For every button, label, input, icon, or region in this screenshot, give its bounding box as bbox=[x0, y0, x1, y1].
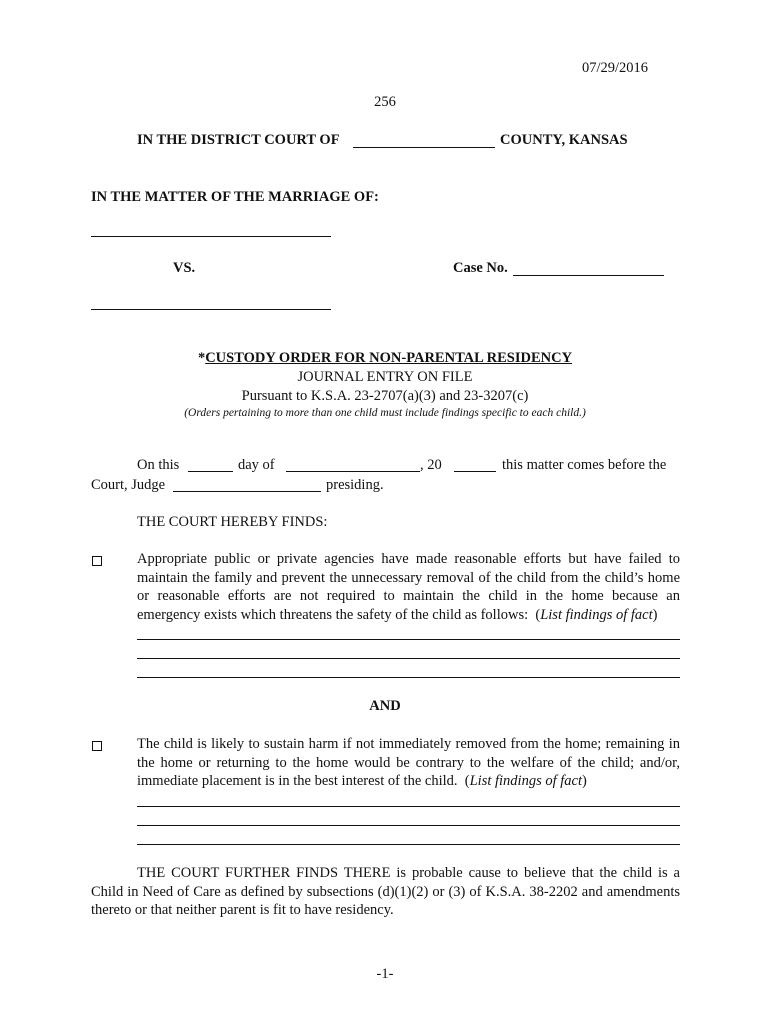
county-blank[interactable] bbox=[353, 147, 495, 148]
intro-comma-20: , 20 bbox=[420, 457, 442, 473]
title-sub-journal: JOURNAL ENTRY ON FILE bbox=[297, 369, 473, 385]
finding-1-fact-line-3[interactable] bbox=[137, 677, 680, 678]
matter-title: IN THE MATTER OF THE MARRIAGE OF: bbox=[91, 189, 379, 205]
case-number-blank[interactable] bbox=[513, 275, 664, 276]
finding-2-fact-line-3[interactable] bbox=[137, 844, 680, 845]
form-date: 07/29/2016 bbox=[582, 60, 649, 76]
year-blank[interactable] bbox=[454, 471, 496, 472]
finding-1-fact-line-1[interactable] bbox=[137, 639, 680, 640]
finding-1-fact-line-2[interactable] bbox=[137, 658, 680, 659]
finding-1-text: Appropriate public or private agencies have made reasonable efforts but have failed to maintain the family and prevent the unnecessary removal of the child from the child’s home or reasonable efforts are not required to maintain the child in the home because an emergency exists which threatens the safety of the child as follows: (List findings of fact) bbox=[137, 551, 680, 623]
respondent-name-blank[interactable] bbox=[91, 309, 331, 310]
petitioner-name-blank[interactable] bbox=[91, 236, 331, 237]
finding-2-fact-line-2[interactable] bbox=[137, 825, 680, 826]
court-line-prefix: IN THE DISTRICT COURT OF bbox=[137, 132, 340, 148]
document-title bbox=[0, 350, 770, 367]
finding-2-fact-line-1[interactable] bbox=[137, 806, 680, 807]
day-blank[interactable] bbox=[188, 471, 233, 472]
finding-2-text: The child is likely to sustain harm if not immediately removed from the home; remaining in the home or returning to the home would be contrary to the welfare of the child; and/or, immediate placement is in the best interest of the child. (List findings of fact) bbox=[137, 736, 680, 790]
finding-2-checkbox[interactable] bbox=[92, 741, 102, 751]
page-number: -1- bbox=[376, 966, 394, 982]
intro-on-this: On this bbox=[137, 457, 180, 473]
intro-day-of: day of bbox=[238, 457, 275, 473]
case-no-label: Case No. bbox=[453, 260, 508, 276]
further-finds-paragraph: THE COURT FURTHER FINDS THERE is probable cause to believe that the child is a Child in Need of Care as defined by subsections (d)(1)(2) or (3) of K.S.A. 38-2202 and amendments thereto or that neither parent is fit to have residency. bbox=[91, 865, 680, 919]
vs-label: VS. bbox=[173, 260, 196, 276]
court-line-suffix: COUNTY, KANSAS bbox=[500, 132, 628, 148]
title-sub-statute: Pursuant to K.S.A. 23-2707(a)(3) and 23-3207(c) bbox=[241, 388, 529, 404]
month-blank[interactable] bbox=[286, 471, 420, 472]
intro-comes-before: this matter comes before the bbox=[502, 457, 667, 473]
intro-presiding: presiding. bbox=[326, 477, 384, 493]
form-number: 256 bbox=[374, 94, 396, 110]
title-note: (Orders pertaining to more than one child must include findings specific to each child.) bbox=[184, 407, 586, 419]
and-label: AND bbox=[369, 698, 401, 714]
title-main: CUSTODY ORDER FOR NON-PARENTAL RESIDENCY bbox=[205, 350, 573, 366]
finding-1-list-label: List findings of fact bbox=[540, 606, 653, 623]
intro-court-judge: Court, Judge bbox=[91, 477, 166, 493]
finding-1-checkbox[interactable] bbox=[92, 556, 102, 566]
title-asterisk: * bbox=[197, 350, 206, 366]
findings-heading: THE COURT HEREBY FINDS: bbox=[137, 514, 328, 530]
judge-name-blank[interactable] bbox=[173, 491, 321, 492]
finding-2-list-label: List findings of fact bbox=[469, 773, 582, 790]
